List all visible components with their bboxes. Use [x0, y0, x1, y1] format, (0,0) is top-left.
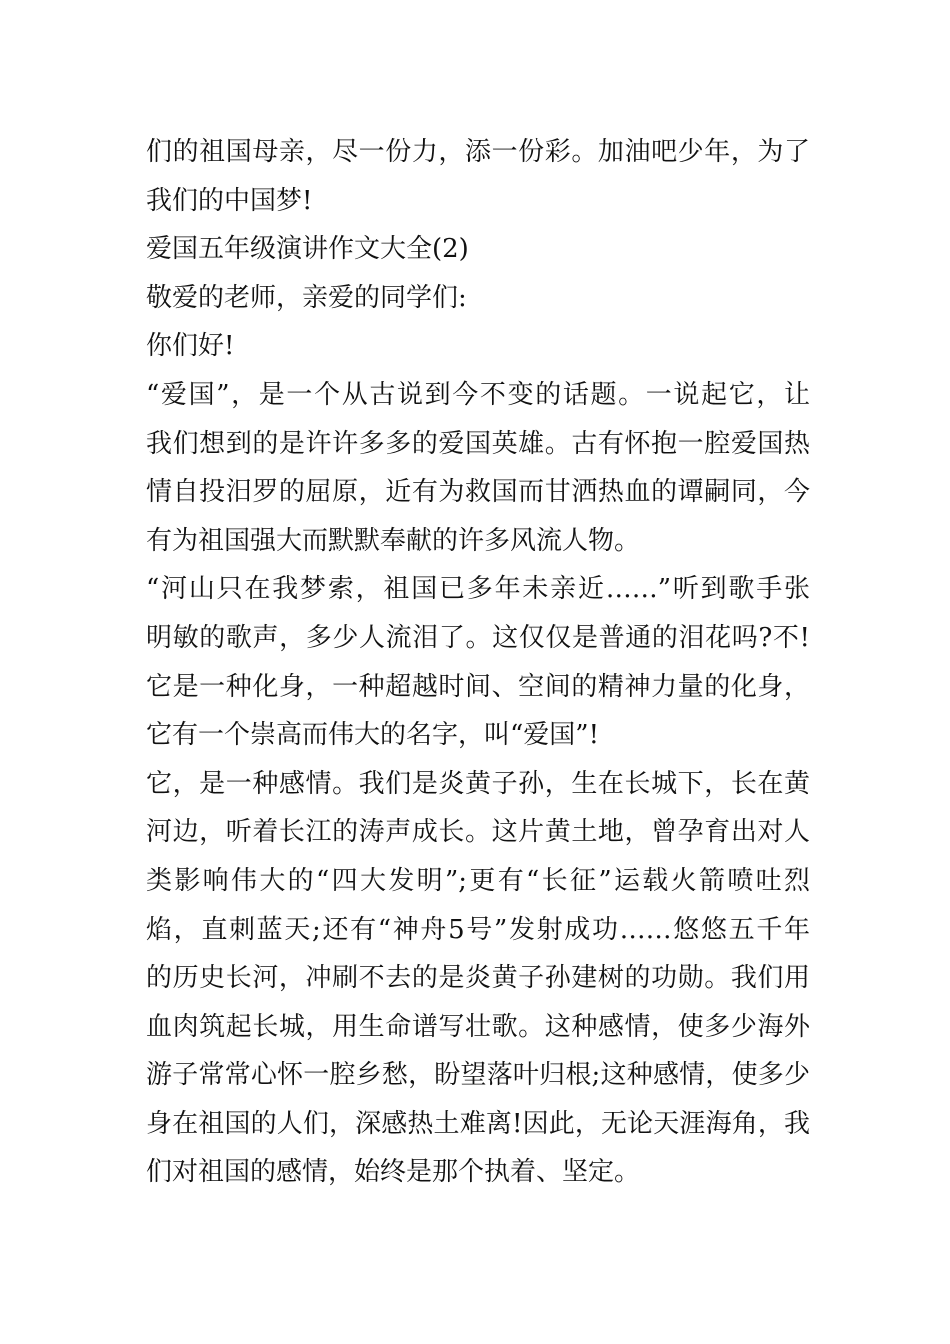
- text-line: 我们的中国梦!: [146, 185, 313, 216]
- text-line: 爱国五年级演讲作文大全(2): [146, 234, 469, 265]
- text-line: “河山只在我梦索，祖国已多年未亲近……”听到歌手张: [146, 574, 810, 605]
- text-line: 你们好!: [146, 331, 235, 362]
- text-line: 敬爱的老师，亲爱的同学们:: [146, 282, 467, 313]
- text-line: 河边，听着长江的涛声成长。这片黄土地，曾孕育出对人: [146, 817, 810, 848]
- text-line: “爱国”，是一个从古说到今不变的话题。一说起它，让: [146, 379, 810, 410]
- text-line: 游子常常心怀一腔乡愁，盼望落叶归根;这种感情，使多少: [146, 1060, 810, 1091]
- text-line: 血肉筑起长城，用生命谱写壮歌。这种感情，使多少海外: [146, 1011, 810, 1042]
- text-line: 我们想到的是许许多多的爱国英雄。古有怀抱一腔爱国热: [146, 428, 810, 459]
- text-line: 它，是一种感情。我们是炎黄子孙，生在长城下，长在黄: [146, 768, 810, 799]
- text-line: 它有一个崇高而伟大的名字，叫“爱国”!: [146, 720, 600, 751]
- text-line: 身在祖国的人们，深感热土难离!因此，无论天涯海角，我: [146, 1108, 810, 1139]
- text-line: 明敏的歌声，多少人流泪了。这仅仅是普通的泪花吗?不!: [146, 622, 810, 653]
- text-line: 的历史长河，冲刷不去的是炎黄子孙建树的功勋。我们用: [146, 963, 810, 994]
- text-line: 有为祖国强大而默默奉献的许多风流人物。: [146, 525, 641, 556]
- text-line: 们的祖国母亲，尽一份力，添一份彩。加油吧少年，为了: [146, 137, 810, 167]
- text-line: 们对祖国的感情，始终是那个执着、坚定。: [146, 1157, 641, 1188]
- document-body: [146, 128, 810, 1197]
- text-line: 它是一种化身，一种超越时间、空间的精神力量的化身，: [146, 671, 810, 702]
- text-line: 情自投汨罗的屈原，近有为救国而甘洒热血的谭嗣同，今: [146, 477, 810, 508]
- text-line: 类影响伟大的“四大发明”;更有“长征”运载火箭喷吐烈: [146, 865, 810, 896]
- text-line: 焰，直刺蓝天;还有“神舟5号”发射成功……悠悠五千年: [146, 914, 810, 945]
